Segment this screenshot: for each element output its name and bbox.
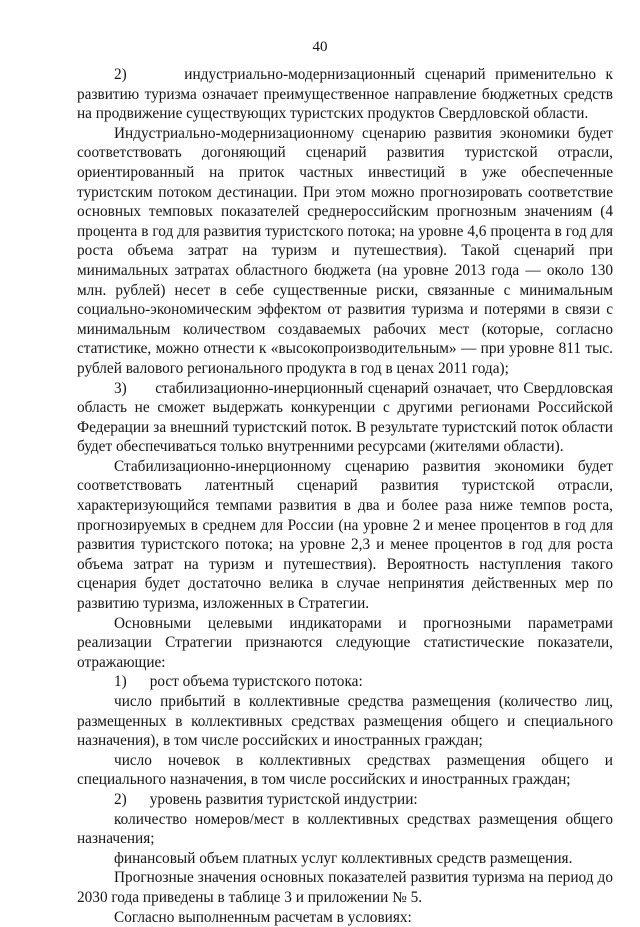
paragraph-scenario-3: 3) стабилизационно-инерционный сценарий означает, что Свердловская область не сможет выдержать конкуренции с другими регионами Российской Федерации за внешний туристский поток. В результате туристский поток области будет обеспечиваться только внутренними ресурсами (жителями области). — [77, 379, 613, 456]
list-item-overnight-stays: число ночевок в коллективных средствах размещения общего и специального назначения, в том числе российских и иностранных граждан; — [77, 751, 613, 789]
list-item-rooms-count: количество номеров/мест в коллективных средствах размещения общего назначения; — [77, 810, 613, 848]
page-number: 40 — [312, 39, 328, 55]
paragraph-scenario-2: 2) индустриально-модернизационный сценарий применительно к развитию туризма означает преимущественное направление бюджетных средств на продвижение существующих туристских продуктов Свердловской области. — [77, 66, 613, 123]
document-body — [77, 65, 613, 927]
list-item-arrivals: число прибытий в коллективные средства размещения (количество лиц, размещенных в коллективных средствах размещения общего и специального назначения), в том числе российских и иностранных граждан; — [77, 693, 613, 750]
list-item-services-volume: финансовый объем платных услуг коллективных средств размещения. — [114, 849, 573, 867]
paragraph-forecast-values: Прогнозные значения основных показателей развития туризма на период до 2030 года приведены в таблице 3 и приложении № 5. — [77, 869, 613, 906]
paragraph-industrial-scenario: Индустриально-модернизационному сценарию развития экономики будет соответствовать догоняющий сценарий развития туристской отрасли, ориентированный на приток частных инвестиций в уже обеспеченные туристским потоком дестинации. При этом можно прогнозировать соответствие основных темповых показателей среднероссийским прогнозным значениям (4 процента в год для развития туристского потока; на уровне 4,6 процента в год для роста объема затрат на туризм и путешествия). Такой сценарий при минимальных затратах областного бюджета (на уровне 2013 года — около 130 млн. рублей) несет в себе существенные риски, связанные с минимальным социально-экономическим эффектом от развития туризма и потерями в связи с минимальным количеством создаваемых рабочих мест (которые, согласно статистике, можно отнести к «высокопроизводительным» — при уровне 811 тыс. рублей валового регионального продукта в год в ценах 2011 года); — [77, 124, 613, 377]
list-item-tourist-flow: 1) рост объема туристского потока: — [114, 673, 363, 691]
paragraph-stabilization-scenario: Стабилизационно-инерционному сценарию развития экономики будет соответствовать латентный сценарий развития туристской отрасли, характеризующийся темпами развития в два и более раза ниже темпов роста, прогнозируемых в среднем для России (на уровне 2 и менее процентов в год для развития туристского потока; на уровне 2,3 и менее процентов в год для роста объема затрат на туризм и путешествия). Вероятность наступления такого сценария будет достаточно велика в случае непринятия действенных мер по развитию туризма, изложенных в Стратегии. — [77, 457, 613, 613]
paragraph-calculations: Согласно выполненным расчетам в условиях: — [114, 908, 412, 926]
paragraph-indicators-intro: Основными целевыми индикаторами и прогнозными параметрами реализации Стратегии признаются следующие статистические показатели, отражающие: — [77, 614, 613, 671]
list-item-industry-level: 2) уровень развития туристской индустрии: — [114, 790, 418, 808]
